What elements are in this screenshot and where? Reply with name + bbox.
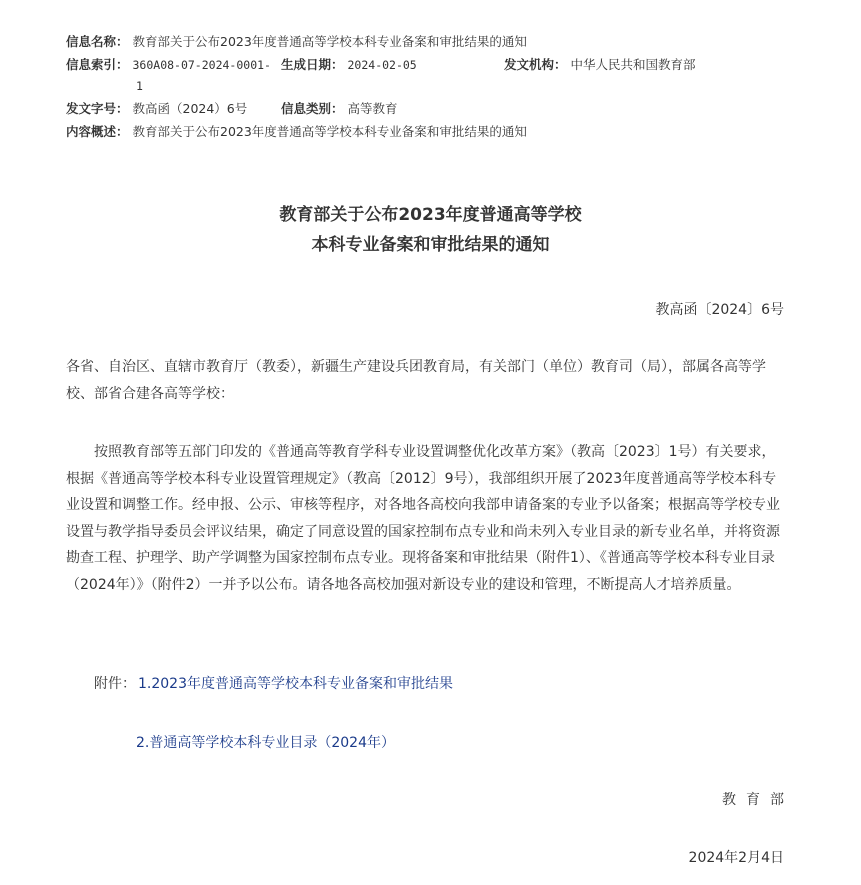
document-title-line-2: 本科专业备案和审批结果的通知 — [311, 235, 550, 255]
meta-docno-value: 教高函（2024）6号 — [132, 101, 248, 116]
meta-org-value: 中华人民共和国教育部 — [570, 57, 696, 72]
meta-category-value: 高等教育 — [347, 101, 398, 116]
meta-summary-label: 内容概述： — [66, 124, 129, 139]
meta-org-label: 发文机构： — [504, 57, 567, 72]
meta-index-row — [66, 55, 271, 73]
salutation-text: 各省、自治区、直辖市教育厅（教委），新疆生产建设兵团教育局，有关部门（单位）教育司（局），部属各高等学校、部省合建各高等学校： — [66, 359, 766, 402]
meta-index-cont — [136, 78, 143, 93]
meta-date-row — [281, 55, 417, 73]
meta-docno-row — [66, 99, 247, 117]
meta-index-value-cont: 1 — [136, 79, 143, 93]
salutation — [66, 354, 786, 407]
meta-category-label: 信息类别： — [281, 101, 344, 116]
meta-name-value: 教育部关于公布2023年度普通高等学校本科专业备案和审批结果的通知 — [132, 34, 527, 49]
attachment-1-link[interactable]: 1.2023年度普通高等学校本科专业备案和审批结果 — [138, 676, 453, 692]
meta-docno-label: 发文字号： — [66, 101, 129, 116]
body-text: 按照教育部等五部门印发的《普通高等教育学科专业设置调整优化改革方案》（教高〔2023〕1号）有关要求，根据《普通高等学校本科专业设置管理规定》（教高〔2012〕9号），我部组织开展了2023年度普通高等学校本科专业设置和调整工作。经申报、公示、审核等程序，对各地各高校向我部申请备案的专业予以备案；根据高等学校专业设置与教学指导委员会评议结果，确定了同意设置的国家控制布点专业和尚未列入专业目录的新专业名单，并将资源勘查工程、护理学、助产学调整为国家控制布点专业。现将备案和审批结果（附件1）、《普通高等学校本科专业目录（2024年）》（附件2）一并予以公布。请各地各高校加强对新设专业的建设和管理，不断提高人才培养质量。 — [66, 444, 780, 593]
attachment-2-link[interactable]: 2.普通高等学校本科专业目录（2024年） — [136, 735, 395, 751]
meta-index-value: 360A08-07-2024-0001- — [132, 58, 271, 72]
meta-date-value: 2024-02-05 — [347, 58, 417, 72]
document-number: 教高函〔2024〕6号 — [655, 302, 784, 318]
meta-name-row — [66, 32, 527, 50]
meta-category-row — [281, 99, 398, 117]
meta-index-label: 信息索引： — [66, 57, 129, 72]
issue-date: 2024年2月4日 — [688, 850, 784, 866]
meta-date-label: 生成日期： — [281, 57, 344, 72]
body-paragraph — [66, 439, 786, 598]
meta-summary-row — [66, 122, 527, 140]
meta-name-label: 信息名称： — [66, 34, 129, 49]
meta-org-row — [504, 55, 696, 73]
issuer-signature: 教育部 — [722, 792, 794, 808]
document-title-line-1: 教育部关于公布2023年度普通高等学校 — [279, 205, 582, 225]
meta-summary-value: 教育部关于公布2023年度普通高等学校本科专业备案和审批结果的通知 — [132, 124, 527, 139]
attachments-label: 附件： — [94, 676, 136, 692]
